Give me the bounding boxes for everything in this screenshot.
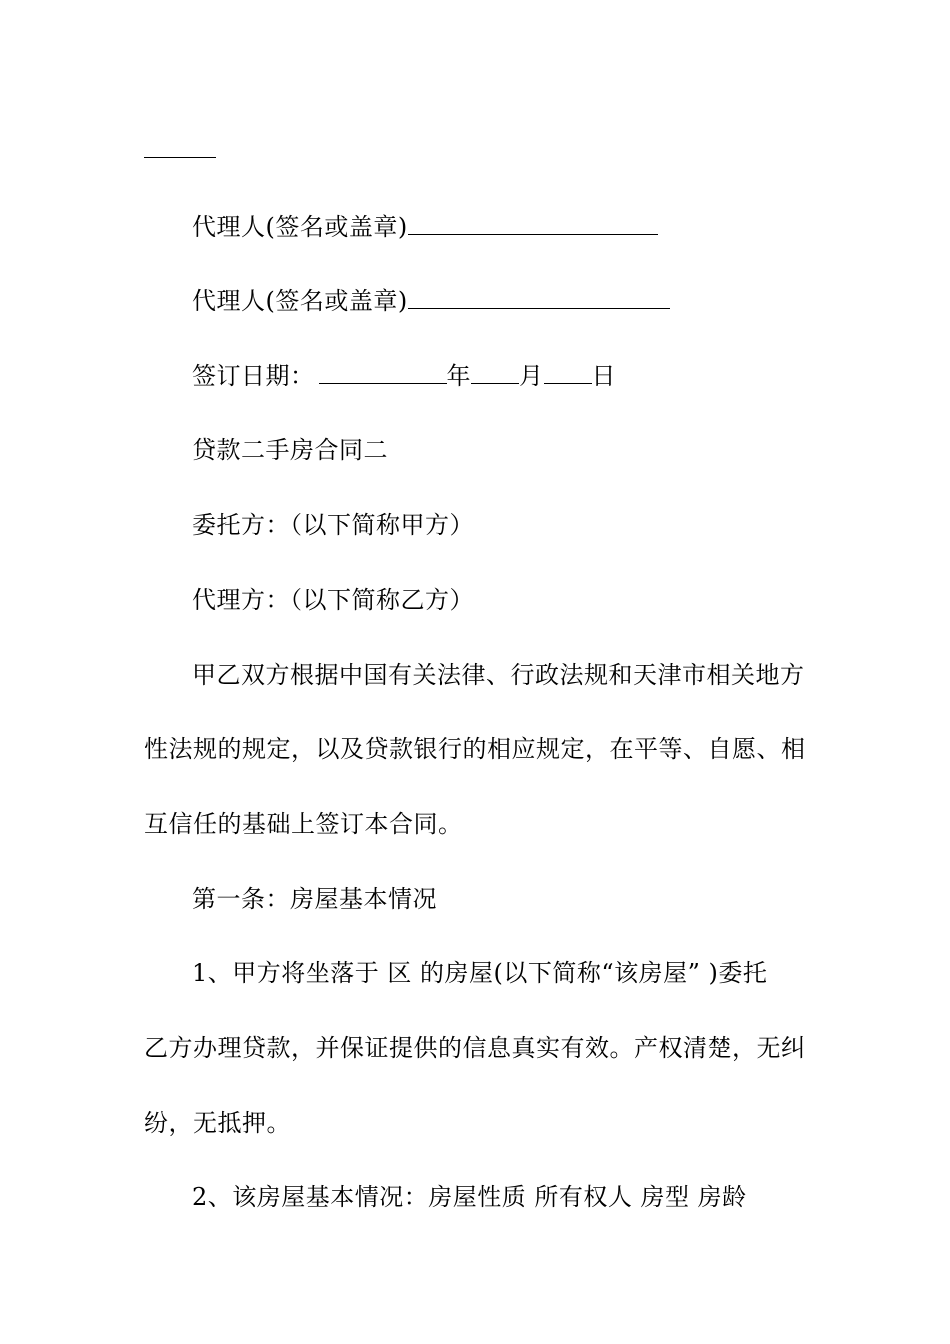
paragraph-1-line-1: 甲乙双方根据中国有关法律、行政法规和天津市相关地方 <box>192 661 805 689</box>
principal-party: 委托方：（以下简称甲方） <box>192 511 474 539</box>
agent2-label: 代理人(签名或盖章) <box>192 287 408 315</box>
month-label: 月 <box>519 362 544 390</box>
signature-blank-continuation <box>144 157 216 158</box>
paragraph-1-line-3: 互信任的基础上签订本合同。 <box>144 810 463 838</box>
year-blank <box>319 361 447 384</box>
month-blank <box>471 361 519 384</box>
agent1-label: 代理人(签名或盖章) <box>192 213 408 241</box>
item-1-line-2: 乙方办理贷款，并保证提供的信息真实有效。产权清楚，无纠 <box>144 1034 806 1062</box>
contract-title: 贷款二手房合同二 <box>192 436 388 464</box>
agent1-signature-blank <box>408 212 658 235</box>
year-label: 年 <box>446 362 471 390</box>
day-label: 日 <box>591 362 616 390</box>
agent1-signature-line <box>192 212 658 242</box>
paragraph-1-line-2: 性法规的规定，以及贷款银行的相应规定，在平等、自愿、相 <box>144 735 806 763</box>
item-2-line-1: 2、该房屋基本情况：房屋性质 所有权人 房型 房龄 <box>192 1183 747 1211</box>
sign-date-label: 签订日期： <box>192 362 315 390</box>
sign-date-line <box>192 361 616 391</box>
article-1-heading: 第一条：房屋基本情况 <box>192 885 437 913</box>
item-1-line-1: 1、甲方将坐落于 区 的房屋(以下简称“该房屋” )委托 <box>192 959 768 987</box>
day-blank <box>544 361 592 384</box>
item-1-line-3: 纷，无抵押。 <box>144 1109 291 1137</box>
agent2-signature-blank <box>408 286 670 309</box>
agent-party: 代理方：（以下简称乙方） <box>192 586 474 614</box>
agent2-signature-line <box>192 286 670 316</box>
